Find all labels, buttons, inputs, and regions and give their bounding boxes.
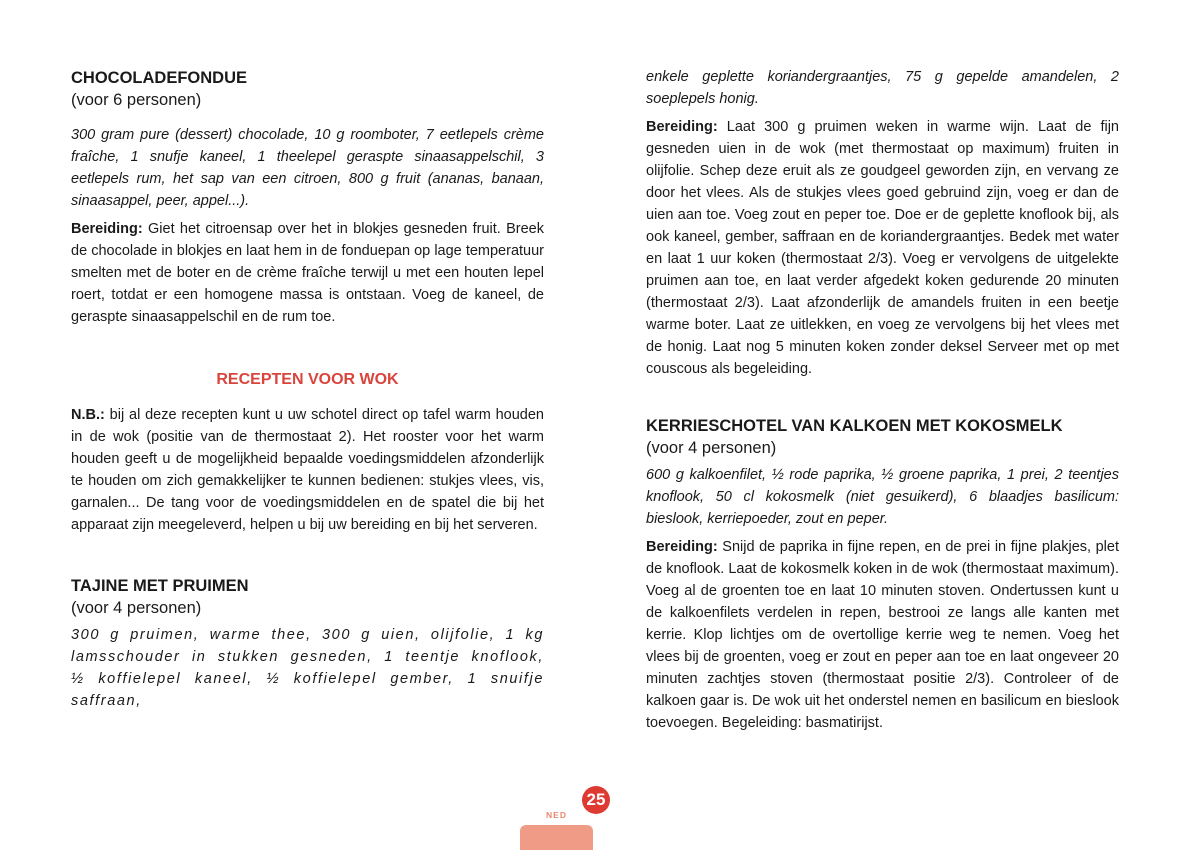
fondue-title: CHOCOLADEFONDUE	[71, 69, 247, 87]
fondue-serves: (voor 6 personen)	[71, 91, 202, 109]
page-number: 25	[582, 786, 610, 814]
fondue-preparation	[71, 218, 544, 328]
fondue-ingredients: 300 gram pure (dessert) chocolade, 10 g roomboter, 7 eetlepels crème fraîche, 1 snufje kaneel, 1 theelepel geraspte sinaasappelschil, 3 eetlepels rum, het sap van een citroen, 800 g fruit (ananas, banaan, sinaasappel, peer, appel...).	[71, 127, 544, 209]
kerrie-ingredients: 600 g kalkoenfilet, ½ rode paprika, ½ groene paprika, 1 prei, 2 teentjes knoflook, 50 cl kokosmelk (niet gesuikerd), 6 blaadjes basilicum: bieslook, kerriepoeder, zout en peper.	[646, 467, 1119, 527]
tajine-ingredients-continued: enkele geplette koriandergraantjes, 75 g gepelde amandelen, 2 soeplepels honig.	[646, 69, 1119, 107]
kerrie-prep-text: Snijd de paprika in fijne repen, en de prei in fijne plakjes, plet de knoflook. Laat de kokosmelk koken in de wok (thermostaat maximum). Voeg al de groenten toe en laat 10 minuten stoven. Ondertussen kunt u de kalkoenfilets verdelen in repen, bestrooi ze langs alle kanten met kerrie. Klop lichtjes om de overtollige kerrie weg te nemen. Voeg het vlees bij de groenten, voeg er zout en peper aan toe en laat ongeveer 20 minuten zachtjes stoven (thermostaat positie 2/3). Controleer of de kalkoen gaar is. De wok uit het onderstel nemen en basilicum en bieslook toevoegen. Begeleiding: basmatirijst.	[646, 539, 1119, 731]
tajine-ingredients: 300 g pruimen, warme thee, 300 g uien, olijfolie, 1 kg lamsschouder in stukken gesneden, 1 teentje knoflook, ½ koffielepel kaneel, ½ koffielepel gember, 1 snuifje saffraan,	[71, 627, 544, 709]
left-column	[71, 0, 544, 712]
wok-note-label: N.B.:	[71, 407, 105, 423]
fondue-prep-label: Bereiding:	[71, 221, 143, 237]
right-column	[646, 0, 1119, 734]
tajine-title: TAJINE MET PRUIMEN	[71, 577, 249, 595]
language-label: NED	[546, 810, 567, 820]
wok-note	[71, 404, 544, 536]
tajine-preparation	[646, 116, 1119, 380]
tajine-prep-label: Bereiding:	[646, 119, 718, 135]
fondue-prep-text: Giet het citroensap over het in blokjes gesneden fruit. Breek de chocolade in blokjes en laat hem in de fonduepan op lage temperatuur smelten met de boter en de crème fraîche terwijl u met een houten lepel roert, totdat er een homogene massa is ontstaan. Voeg de kaneel, de geraspte sinaasappelschil en de rum toe.	[71, 221, 544, 325]
tajine-prep-text: Laat 300 g pruimen weken in warme wijn. Laat de fijn gesneden uien in de wok (met thermostaat op maximum) fruiten in olijfolie. Schep deze eruit als ze goudgeel geworden zijn, en vervang ze door het vlees. Als de stukjes vlees goed gebruind zijn, voeg er dan de uien aan toe. Voeg zout en peper toe. Doe er de geplette knoflook bij, als ook kaneel, gember, saffraan en de koriandergraantjes. Bedek met water en laat 1 uur koken (thermostaat 2/3). Voeg er vervolgens de uitgelekte pruimen aan toe, en laat verder afgedekt koken gedurende 20 minuten (thermostaat 2/3). Laat afzonderlijk de amandels fruiten in een beetje warme boter. Laat ze uitlekken, en voeg ze vervolgens bij het vlees met de honig. Laat nog 5 minuten koken zonder deksel Serveer met op met couscous als begeleiding.	[646, 119, 1119, 377]
wok-section-heading: RECEPTEN VOOR WOK	[216, 371, 399, 388]
language-tab	[520, 825, 593, 850]
kerrie-prep-label: Bereiding:	[646, 539, 718, 555]
tajine-serves: (voor 4 personen)	[71, 599, 202, 617]
wok-note-text: bij al deze recepten kunt u uw schotel direct op tafel warm houden in de wok (positie van de thermostaat 2). Het rooster voor het warm houden geeft u de mogelijkheid bepaalde voedingsmiddelen afzonderlijk te houden om zich gemakkelijker te kunnen bedienen: stukjes vlees, vis, garnalen... De tang voor de voedingsmiddelen en de spatel die bij het apparaat zijn meegeleverd, helpen u bij uw bereiding en bij het serveren.	[71, 407, 544, 533]
kerrie-preparation	[646, 536, 1119, 734]
kerrie-serves: (voor 4 personen)	[646, 439, 777, 457]
kerrie-title: KERRIESCHOTEL VAN KALKOEN MET KOKOSMELK	[646, 417, 1063, 435]
